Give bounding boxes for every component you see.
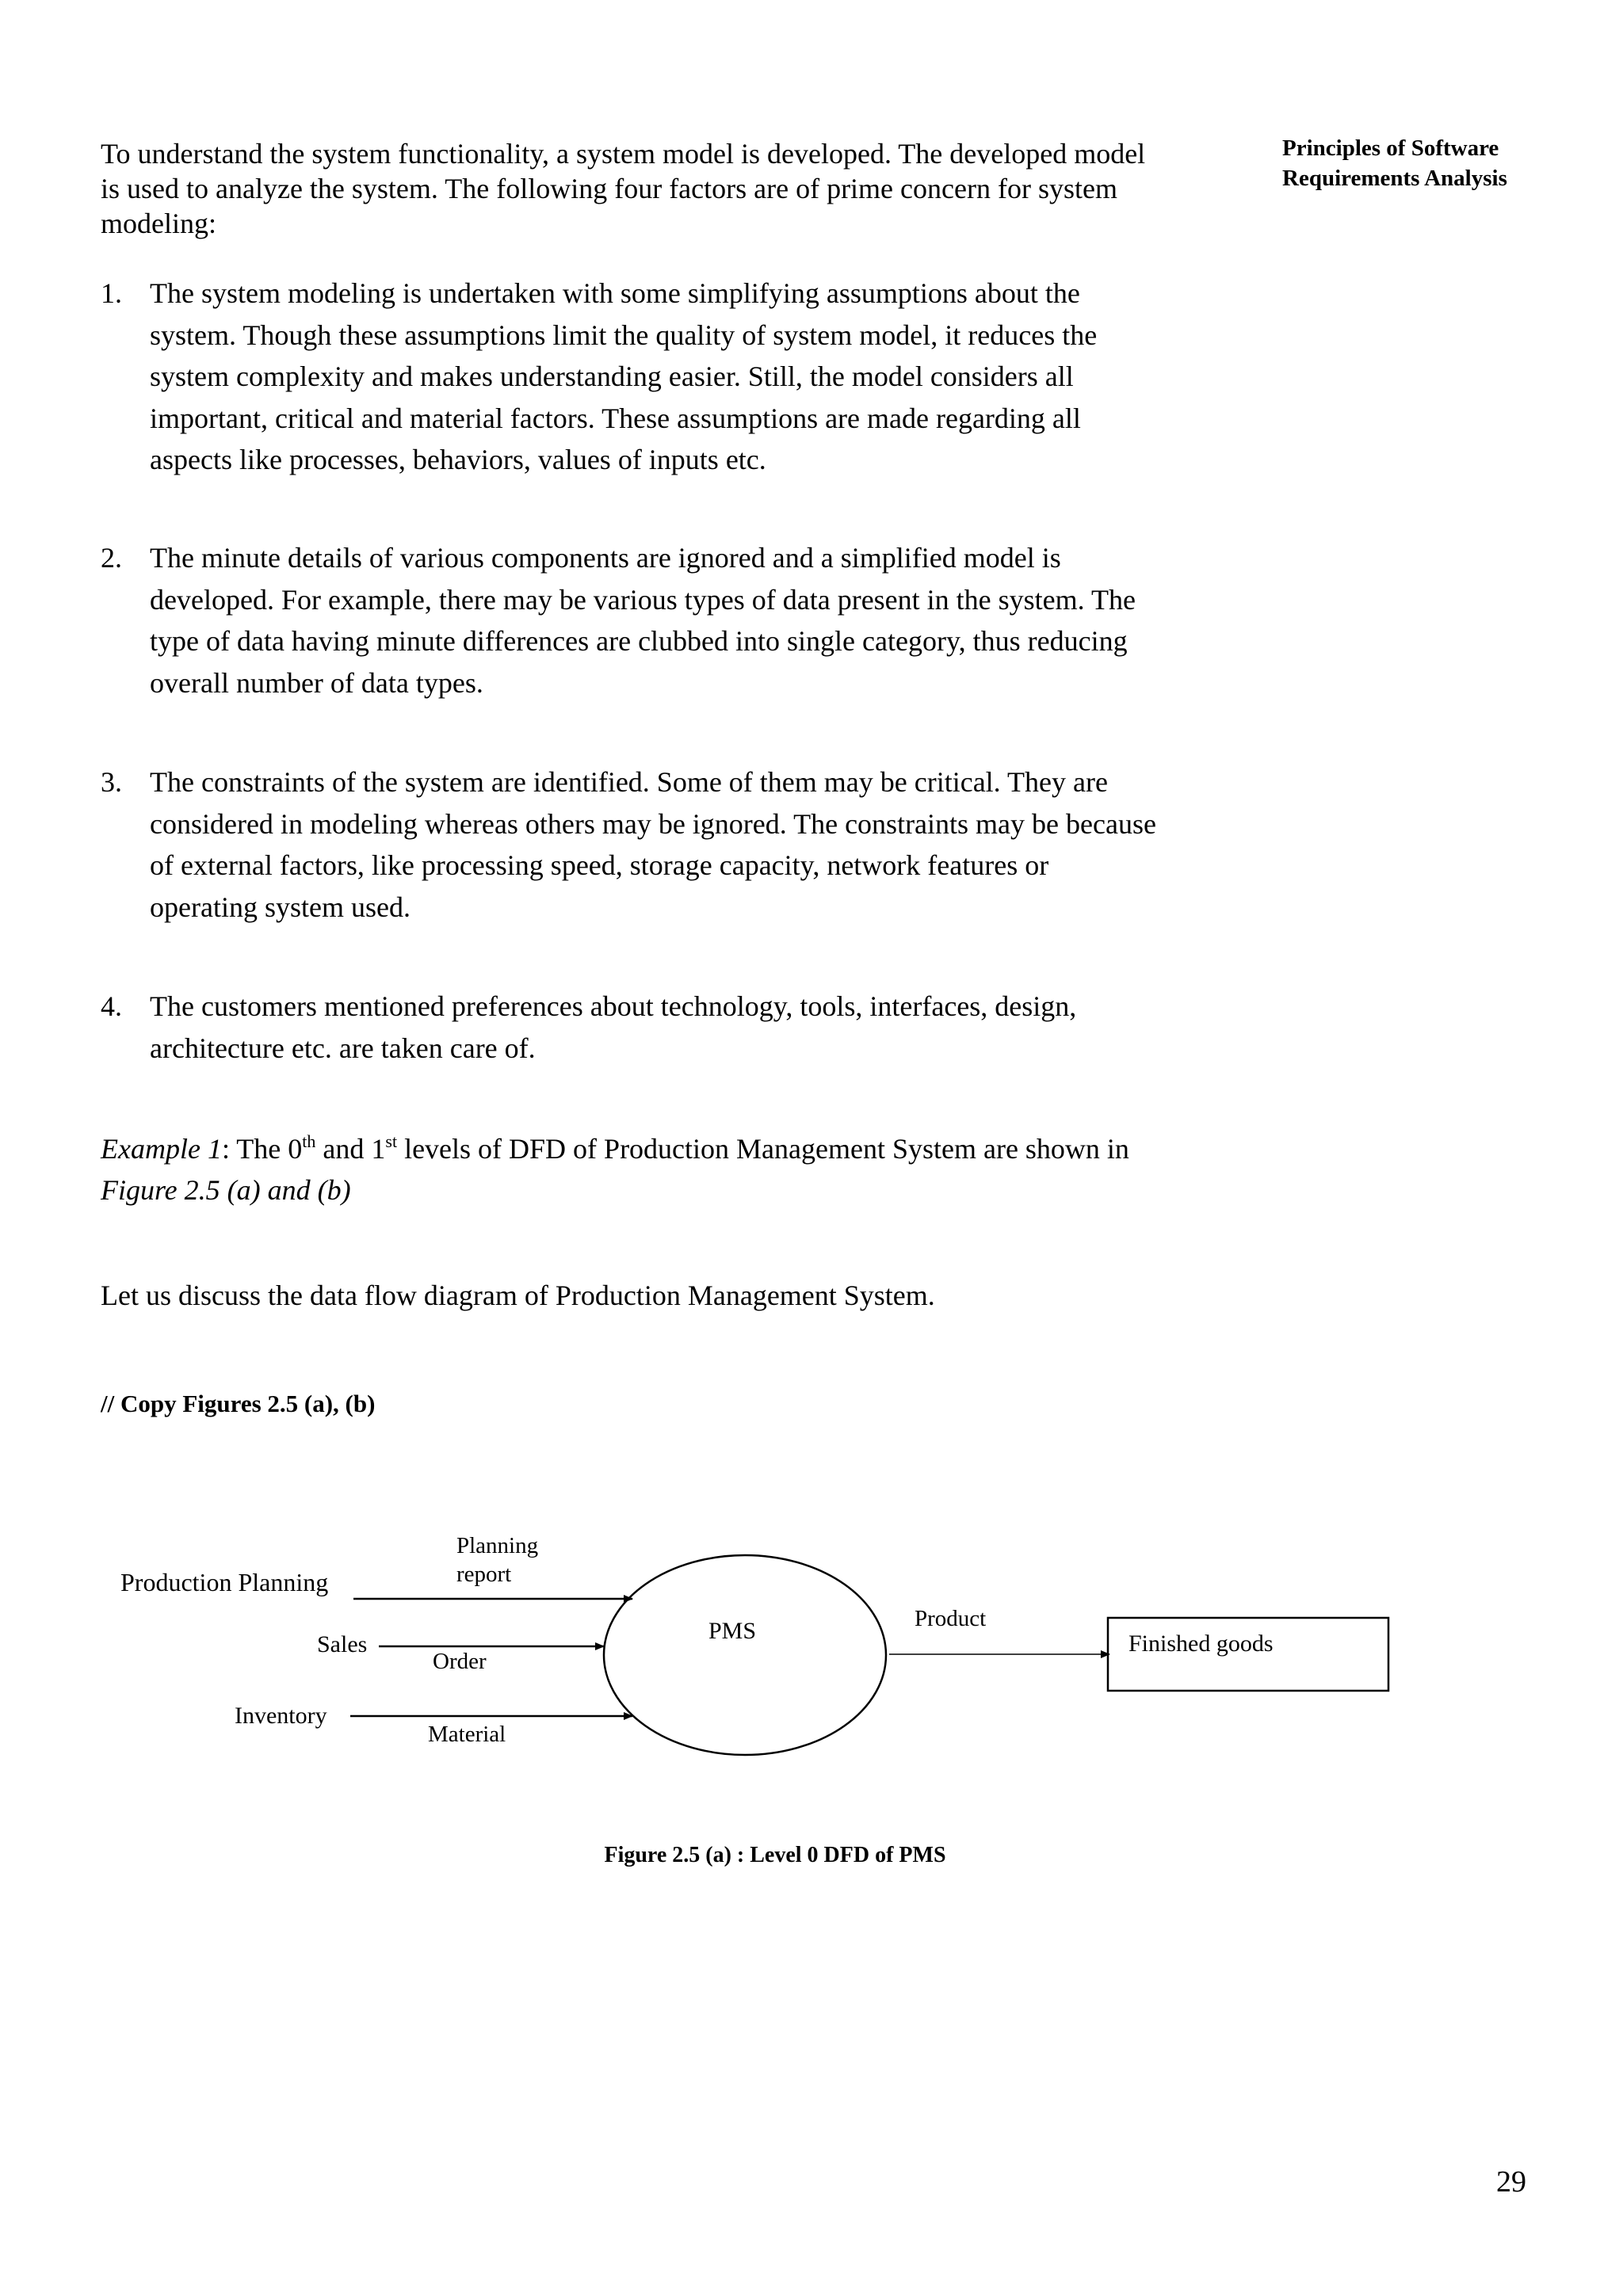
- figure-reference: Figure 2.5 (a) and (b): [101, 1174, 351, 1206]
- flow-label-planning: Planning: [456, 1533, 539, 1558]
- source-production-planning: Production Planning: [120, 1568, 329, 1596]
- list-item-text: The minute details of various components are ignored and a simplified model is developed. For example, there may be various types of data present in the system. The type of data having minute differences are clubbed into single category, thus reducing overall number of data types.: [150, 542, 1136, 699]
- example-text-3: levels of DFD of Production Management System are shown in: [397, 1133, 1129, 1165]
- list-item-number: 4.: [101, 990, 122, 1022]
- example-label: Example 1: [101, 1133, 222, 1165]
- list-item-number: 3.: [101, 766, 122, 798]
- list-item-number: 1.: [101, 277, 122, 309]
- source-inventory: Inventory: [235, 1703, 327, 1729]
- pms-process-circle: [604, 1555, 886, 1755]
- flow-label-order: Order: [433, 1649, 487, 1674]
- list-item-text: The customers mentioned preferences about technology, tools, interfaces, design, architecture etc. are taken care of.: [150, 990, 1077, 1064]
- margin-note-line2: Requirements Analysis: [1282, 166, 1507, 191]
- flow-label-product: Product: [915, 1606, 987, 1631]
- figure-caption: Figure 2.5 (a) : Level 0 DFD of PMS: [604, 1843, 946, 1867]
- list-item-text: The system modeling is undertaken with some simplifying assumptions about the system. Though these assumptions limit the quality of system model, it reduces the system complexity and makes understanding easier. Still, the model considers all important, critical and material factors. These assumptions are made regarding all aspects like processes, behaviors, values of inputs etc.: [150, 277, 1098, 475]
- list-item-number: 2.: [101, 542, 122, 574]
- margin-note-line1: Principles of Software: [1282, 135, 1499, 161]
- example-text-2: and 1: [315, 1133, 386, 1165]
- example-sup-th: th: [302, 1131, 316, 1151]
- list-item-text: The constraints of the system are identified. Some of them may be critical. They are considered in modeling whereas others may be ignored. The constraints may be because of external factors, like processing speed, storage capacity, network features or operating system used.: [150, 766, 1156, 923]
- intro-paragraph: To understand the system functionality, a system model is developed. The developed model is used to analyze the system. The following four factors are of prime concern for system modeling:: [101, 138, 1146, 239]
- example-sup-st: st: [385, 1131, 398, 1151]
- source-sales: Sales: [317, 1631, 368, 1657]
- discussion-paragraph: Let us discuss the data flow diagram of Production Management System.: [101, 1280, 935, 1311]
- example-text-1: : The 0: [221, 1133, 303, 1165]
- flow-label-material: Material: [428, 1722, 506, 1747]
- pms-process-label: PMS: [708, 1618, 757, 1644]
- page-number: 29: [1496, 2165, 1526, 2199]
- finished-goods-label: Finished goods: [1128, 1630, 1274, 1657]
- flow-label-report: report: [456, 1562, 512, 1587]
- copy-figures-note: // Copy Figures 2.5 (a), (b): [101, 1390, 376, 1417]
